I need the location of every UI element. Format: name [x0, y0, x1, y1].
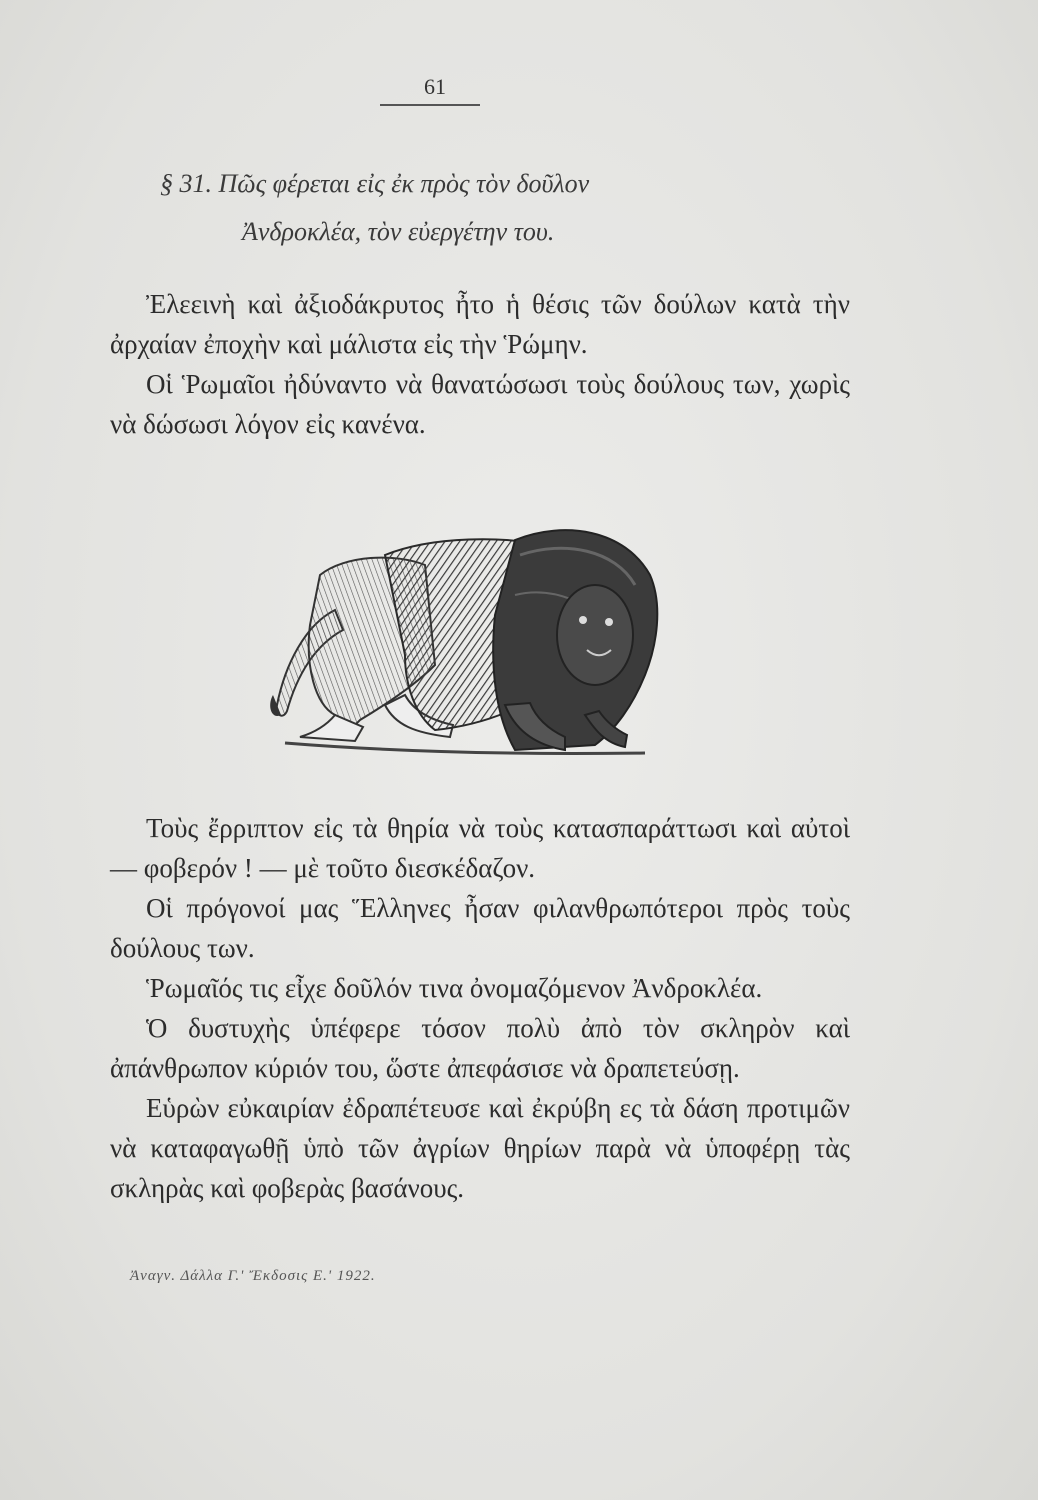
paragraph: Οἱ πρόγονοί μας Ἕλληνες ἦσαν φιλανθρωπότεροι πρὸς τοὺς δούλους των.: [110, 893, 850, 963]
paragraph: Οἱ Ῥωμαῖοι ἠδύναντο νὰ θανατώσωσι τοὺς δούλους των, χωρὶς νὰ δώσωσι λόγον εἰς κανένα.: [110, 369, 850, 439]
page-number-rule: [380, 104, 480, 106]
paragraph: Τοὺς ἔρριπτον εἰς τὰ θηρία νὰ τοὺς κατασπαράττωσι καὶ αὐτοὶ — φοβερόν ! — μὲ τοῦτο διεσκέδαζον.: [110, 813, 850, 883]
section-heading: [160, 160, 860, 256]
text-block-bottom: [110, 808, 850, 1208]
section-heading-line-2: Ἀνδροκλέα, τὸν εὐεργέτην του.: [242, 217, 555, 246]
footnote: Ἀναγν. Δάλλα Γ.' Ἔκδοσις Ε.' 1922.: [130, 1268, 376, 1284]
page-number: 61: [424, 74, 446, 99]
paragraph: Ἐλεεινὴ καὶ ἀξιοδάκρυτος ἦτο ἡ θέσις τῶν δούλων κατὰ τὴν ἀρχαίαν ἐποχὴν καὶ μάλιστα εἰς τὴν Ῥώμην.: [110, 289, 850, 359]
text-block-top: [110, 284, 850, 444]
paragraph: Εὑρὼν εὐκαιρίαν ἐδραπέτευσε καὶ ἐκρύβη ες τὰ δάση προτιμῶν νὰ καταφαγωθῇ ὑπὸ τῶν ἀγρίων θηρίων παρὰ νὰ ὑποφέρῃ τὰς σκληρὰς καὶ φοβερὰς βασάνους.: [110, 1093, 850, 1203]
lion-illustration: [265, 515, 665, 765]
paragraph: Ὁ δυστυχὴς ὑπέφερε τόσον πολὺ ἀπὸ τὸν σκληρὸν καὶ ἀπάνθρωπον κύριόν του, ὥστε ἀπεφάσισε νὰ δραπετεύσῃ.: [110, 1013, 850, 1083]
paragraph: Ῥωμαῖός τις εἶχε δοῦλόν τινα ὀνομαζόμενον Ἀνδροκλέα.: [146, 973, 763, 1003]
section-heading-line-1: § 31. Πῶς φέρεται εἰς ἐκ πρὸς τὸν δοῦλον: [160, 169, 590, 198]
